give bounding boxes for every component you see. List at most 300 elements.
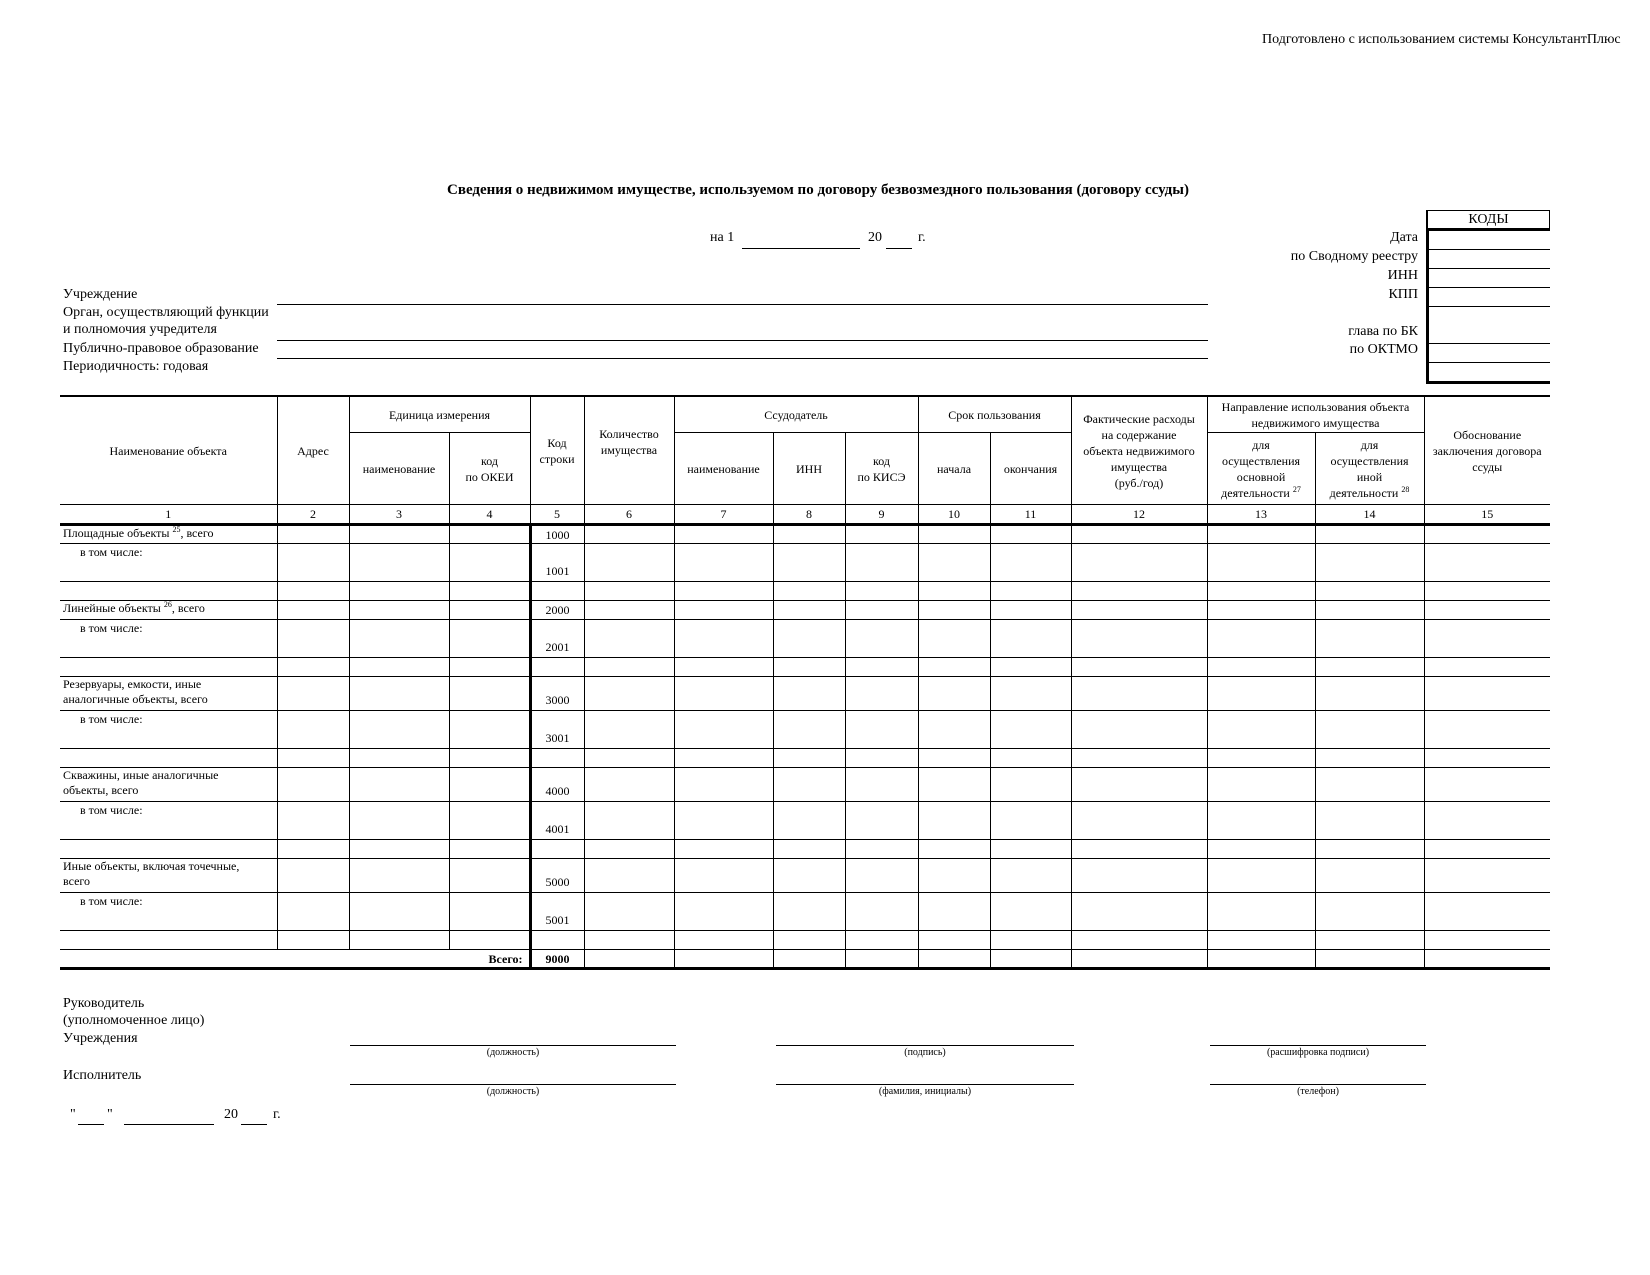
cell[interactable]: [449, 711, 530, 749]
cell[interactable]: [845, 582, 918, 601]
cell[interactable]: [449, 620, 530, 658]
cell[interactable]: [990, 950, 1071, 969]
head-position-line[interactable]: [350, 1045, 676, 1046]
code-inn-cell[interactable]: [1429, 269, 1550, 288]
code-registry-cell[interactable]: [1429, 250, 1550, 269]
cell[interactable]: [773, 931, 845, 950]
cell[interactable]: [449, 658, 530, 677]
row-linear-label: Линейные объекты $^{26}$, всего: [60, 601, 277, 620]
code-label-oktmo: по ОКТМО: [1349, 342, 1418, 357]
table-row: [60, 859, 1550, 893]
cell[interactable]: [773, 768, 845, 802]
cell[interactable]: [60, 749, 277, 768]
table-row: [60, 525, 1550, 544]
cell[interactable]: [449, 859, 530, 893]
cell[interactable]: [773, 620, 845, 658]
cell[interactable]: [1424, 749, 1550, 768]
cell[interactable]: [449, 677, 530, 711]
header-name: Наименование объекта: [60, 397, 277, 505]
cell[interactable]: [845, 544, 918, 582]
cell[interactable]: [1071, 525, 1207, 544]
header-term-start: начала: [918, 433, 990, 505]
date-day-month-line[interactable]: [742, 248, 860, 249]
cell[interactable]: [584, 601, 674, 620]
cell[interactable]: [584, 931, 674, 950]
table-row: [60, 620, 1550, 658]
header-unit-code: код по ОКЕИ: [449, 433, 530, 505]
cell[interactable]: [1424, 658, 1550, 677]
row-area-sub: в том числе:: [60, 544, 277, 582]
row-area-code: 1000: [530, 525, 584, 544]
cell[interactable]: [773, 582, 845, 601]
header-term: Срок пользования: [918, 397, 1071, 433]
row-tanks-sub: в том числе:: [60, 711, 277, 749]
cell[interactable]: [1315, 749, 1424, 768]
public-entity-label: Публично-правовое образование: [63, 341, 259, 356]
cell[interactable]: [918, 749, 990, 768]
cell[interactable]: [845, 749, 918, 768]
cell[interactable]: [1207, 711, 1315, 749]
cell[interactable]: [277, 840, 349, 859]
cell[interactable]: [674, 620, 773, 658]
cell[interactable]: [1424, 544, 1550, 582]
cell[interactable]: [1424, 582, 1550, 601]
head-position-caption: (должность): [486, 1047, 540, 1058]
cell[interactable]: [918, 711, 990, 749]
table-row: [60, 601, 1550, 620]
cell[interactable]: [449, 768, 530, 802]
cell[interactable]: [584, 768, 674, 802]
cell[interactable]: [277, 893, 349, 931]
cell[interactable]: [1207, 620, 1315, 658]
cell[interactable]: [845, 859, 918, 893]
cell[interactable]: [674, 544, 773, 582]
head-label-2: (уполномоченное лицо): [63, 1013, 205, 1028]
header-direction: Направление использования объекта недвижимого имущества: [1207, 397, 1424, 433]
cell[interactable]: [990, 582, 1071, 601]
cell[interactable]: [1207, 601, 1315, 620]
cell[interactable]: [1071, 893, 1207, 931]
header-row-code: Код строки: [530, 397, 584, 505]
cell[interactable]: [1315, 658, 1424, 677]
cell[interactable]: [990, 931, 1071, 950]
cell[interactable]: [1315, 802, 1424, 840]
cell[interactable]: [990, 544, 1071, 582]
cell[interactable]: [277, 768, 349, 802]
cell[interactable]: [349, 582, 449, 601]
cell[interactable]: [584, 802, 674, 840]
cell[interactable]: [845, 950, 918, 969]
row-area-sub-code: 1001: [530, 544, 584, 582]
cell[interactable]: [918, 802, 990, 840]
row-tanks-label: Резервуары, емкости, иные аналогичные объекты, всего: [60, 677, 277, 711]
row-other-label: Иные объекты, включая точечные, всего: [60, 859, 277, 893]
cell[interactable]: [1315, 931, 1424, 950]
cell[interactable]: [674, 677, 773, 711]
head-decoding-line[interactable]: [1210, 1045, 1426, 1046]
sign-date-year-line[interactable]: [241, 1124, 267, 1125]
cell[interactable]: [349, 620, 449, 658]
cell[interactable]: [918, 893, 990, 931]
cell[interactable]: [990, 620, 1071, 658]
institution-line[interactable]: [277, 304, 1208, 305]
cell[interactable]: [584, 950, 674, 969]
cell[interactable]: [584, 658, 674, 677]
code-bk-cell[interactable]: [1429, 344, 1550, 363]
executor-fio-line[interactable]: [776, 1084, 1074, 1085]
cell[interactable]: [1207, 749, 1315, 768]
cell[interactable]: [674, 802, 773, 840]
code-label-inn: ИНН: [1387, 268, 1418, 283]
cell[interactable]: [773, 859, 845, 893]
cell[interactable]: [1207, 802, 1315, 840]
cell[interactable]: [674, 749, 773, 768]
cell[interactable]: [990, 768, 1071, 802]
cell[interactable]: [773, 950, 845, 969]
cell[interactable]: [584, 893, 674, 931]
cell[interactable]: [449, 525, 530, 544]
cell[interactable]: [1071, 840, 1207, 859]
public-entity-line[interactable]: [277, 358, 1208, 359]
col-num: 5: [530, 505, 584, 525]
cell[interactable]: [918, 582, 990, 601]
cell[interactable]: [845, 711, 918, 749]
periodicity-label: Периодичность: годовая: [63, 359, 209, 374]
table-row: [60, 582, 1550, 601]
cell[interactable]: [584, 620, 674, 658]
founder-label-1: Орган, осуществляющий функции: [63, 305, 269, 320]
cell[interactable]: [1315, 893, 1424, 931]
code-empty-cell[interactable]: [1429, 307, 1550, 344]
cell[interactable]: [990, 525, 1071, 544]
cell[interactable]: [674, 582, 773, 601]
header-lender-kise: код по КИСЭ: [845, 433, 918, 505]
cell[interactable]: [674, 840, 773, 859]
cell[interactable]: [773, 658, 845, 677]
cell[interactable]: [674, 950, 773, 969]
row-wells-sub: в том числе:: [60, 802, 277, 840]
cell[interactable]: [449, 544, 530, 582]
cell[interactable]: [918, 544, 990, 582]
cell[interactable]: [674, 711, 773, 749]
row-linear-code: 2000: [530, 601, 584, 620]
cell[interactable]: [918, 768, 990, 802]
header-main-activity: для осуществления основной деятельности $^{27}$: [1207, 433, 1315, 505]
row-area-label: Площадные объекты $^{25}$, всего: [60, 525, 277, 544]
cell[interactable]: [449, 582, 530, 601]
cell[interactable]: [60, 931, 277, 950]
cell[interactable]: [918, 931, 990, 950]
row-wells-label: Скважины, иные аналогичные объекты, всего: [60, 768, 277, 802]
cell[interactable]: [918, 840, 990, 859]
cell[interactable]: [1424, 601, 1550, 620]
cell[interactable]: [349, 859, 449, 893]
cell[interactable]: [1207, 768, 1315, 802]
code-kpp-cell[interactable]: [1429, 288, 1550, 307]
cell[interactable]: [277, 582, 349, 601]
header-quantity: Количество имущества: [584, 397, 674, 505]
cell[interactable]: [277, 544, 349, 582]
row-wells-code: 4000: [530, 768, 584, 802]
cell[interactable]: [773, 711, 845, 749]
cell[interactable]: [1315, 711, 1424, 749]
cell[interactable]: [530, 840, 584, 859]
col-num: 4: [449, 505, 530, 525]
cell[interactable]: [449, 931, 530, 950]
cell[interactable]: [773, 893, 845, 931]
cell[interactable]: [584, 677, 674, 711]
code-label-date: Дата: [1390, 230, 1418, 245]
cell[interactable]: [674, 931, 773, 950]
cell[interactable]: [845, 601, 918, 620]
cell[interactable]: [449, 749, 530, 768]
cell[interactable]: [349, 931, 449, 950]
founder-line[interactable]: [277, 340, 1208, 341]
cell[interactable]: [349, 802, 449, 840]
cell[interactable]: [845, 620, 918, 658]
cell[interactable]: [277, 601, 349, 620]
cell[interactable]: [1207, 893, 1315, 931]
col-num: 6: [584, 505, 674, 525]
cell[interactable]: [990, 601, 1071, 620]
cell[interactable]: [990, 677, 1071, 711]
cell[interactable]: [1071, 601, 1207, 620]
col-num: 9: [845, 505, 918, 525]
cell[interactable]: [530, 931, 584, 950]
cell[interactable]: [845, 840, 918, 859]
cell[interactable]: [845, 677, 918, 711]
cell[interactable]: [674, 859, 773, 893]
cell[interactable]: [1071, 802, 1207, 840]
cell[interactable]: [1071, 677, 1207, 711]
cell[interactable]: [773, 802, 845, 840]
cell[interactable]: [60, 582, 277, 601]
cell[interactable]: [674, 658, 773, 677]
cell[interactable]: [918, 601, 990, 620]
cell[interactable]: [584, 859, 674, 893]
cell[interactable]: [530, 749, 584, 768]
table-row: [60, 840, 1550, 859]
sign-date-suffix: г.: [273, 1107, 281, 1122]
cell[interactable]: [1424, 840, 1550, 859]
table-row: [60, 544, 1550, 582]
cell[interactable]: [845, 658, 918, 677]
cell[interactable]: [349, 768, 449, 802]
cell[interactable]: [1424, 711, 1550, 749]
cell[interactable]: [990, 802, 1071, 840]
cell[interactable]: [277, 620, 349, 658]
executor-label: Исполнитель: [63, 1068, 142, 1083]
sign-date-month-line[interactable]: [124, 1124, 214, 1125]
executor-position-line[interactable]: [350, 1084, 676, 1085]
table-row-total: [60, 950, 1550, 969]
table-row: [60, 749, 1550, 768]
row-wells-sub-code: 4001: [530, 802, 584, 840]
cell[interactable]: [990, 749, 1071, 768]
cell[interactable]: [1071, 544, 1207, 582]
cell[interactable]: [1315, 601, 1424, 620]
cell[interactable]: [584, 525, 674, 544]
cell[interactable]: [1315, 544, 1424, 582]
header-unit-name: наименование: [349, 433, 449, 505]
cell[interactable]: [584, 582, 674, 601]
cell[interactable]: [1207, 950, 1315, 969]
table-row: [60, 711, 1550, 749]
cell[interactable]: [1071, 931, 1207, 950]
cell[interactable]: [277, 802, 349, 840]
cell[interactable]: [349, 711, 449, 749]
col-num: 12: [1071, 505, 1207, 525]
col-num: 11: [990, 505, 1071, 525]
cell[interactable]: [1071, 711, 1207, 749]
code-oktmo-cell[interactable]: [1429, 363, 1550, 381]
date-year-prefix: 20: [868, 230, 882, 245]
cell[interactable]: [277, 859, 349, 893]
cell[interactable]: [773, 677, 845, 711]
cell[interactable]: [60, 658, 277, 677]
col-num: 8: [773, 505, 845, 525]
cell[interactable]: [1207, 544, 1315, 582]
cell[interactable]: [674, 768, 773, 802]
cell[interactable]: [1207, 931, 1315, 950]
cell[interactable]: [584, 544, 674, 582]
cell[interactable]: [845, 931, 918, 950]
cell[interactable]: [1315, 950, 1424, 969]
header-expenses: Фактические расходы на содержание объекта недвижимого имущества (руб./год): [1071, 397, 1207, 505]
cell[interactable]: [449, 893, 530, 931]
table-row: [60, 677, 1550, 711]
cell[interactable]: [773, 601, 845, 620]
cell[interactable]: [1424, 802, 1550, 840]
cell[interactable]: [674, 601, 773, 620]
cell[interactable]: [1424, 768, 1550, 802]
cell[interactable]: [773, 840, 845, 859]
cell[interactable]: [349, 525, 449, 544]
cell[interactable]: [584, 711, 674, 749]
col-num: 10: [918, 505, 990, 525]
column-numbers-row: [60, 505, 1550, 525]
cell[interactable]: [1207, 840, 1315, 859]
cell[interactable]: [1207, 677, 1315, 711]
header-lender-inn: ИНН: [773, 433, 845, 505]
cell[interactable]: [1424, 931, 1550, 950]
cell[interactable]: [349, 840, 449, 859]
head-signature-line[interactable]: [776, 1045, 1074, 1046]
executor-phone-line[interactable]: [1210, 1084, 1426, 1085]
cell[interactable]: [1207, 859, 1315, 893]
cell[interactable]: [449, 840, 530, 859]
cell[interactable]: [349, 658, 449, 677]
date-year-line[interactable]: [886, 248, 912, 249]
header-lender: Ссудодатель: [674, 397, 918, 433]
cell[interactable]: [1315, 582, 1424, 601]
cell[interactable]: [1315, 768, 1424, 802]
cell[interactable]: [584, 749, 674, 768]
cell[interactable]: [1424, 859, 1550, 893]
cell[interactable]: [1315, 620, 1424, 658]
cell[interactable]: [449, 601, 530, 620]
cell[interactable]: [918, 658, 990, 677]
cell[interactable]: [918, 620, 990, 658]
cell[interactable]: [1071, 658, 1207, 677]
sign-date-day-line[interactable]: [78, 1124, 104, 1125]
cell[interactable]: [845, 768, 918, 802]
code-date-cell[interactable]: [1429, 231, 1550, 250]
cell[interactable]: [990, 893, 1071, 931]
cell[interactable]: [530, 582, 584, 601]
cell[interactable]: [1424, 893, 1550, 931]
cell[interactable]: [277, 931, 349, 950]
cell[interactable]: [990, 711, 1071, 749]
cell[interactable]: [990, 859, 1071, 893]
cell[interactable]: [449, 802, 530, 840]
cell[interactable]: [1207, 582, 1315, 601]
cell[interactable]: [1315, 859, 1424, 893]
cell[interactable]: [1071, 859, 1207, 893]
cell[interactable]: [918, 950, 990, 969]
cell[interactable]: [277, 749, 349, 768]
cell[interactable]: [349, 544, 449, 582]
cell[interactable]: [277, 677, 349, 711]
col-num: 13: [1207, 505, 1315, 525]
cell[interactable]: [674, 893, 773, 931]
cell[interactable]: [845, 893, 918, 931]
cell[interactable]: [1424, 677, 1550, 711]
col-num: 14: [1315, 505, 1424, 525]
cell[interactable]: [349, 677, 449, 711]
cell[interactable]: [277, 525, 349, 544]
cell[interactable]: [845, 802, 918, 840]
cell[interactable]: [1315, 525, 1424, 544]
cell[interactable]: [349, 601, 449, 620]
cell[interactable]: [990, 840, 1071, 859]
cell[interactable]: [584, 840, 674, 859]
cell[interactable]: [845, 525, 918, 544]
col-num: 3: [349, 505, 449, 525]
cell[interactable]: [674, 525, 773, 544]
cell[interactable]: [1071, 749, 1207, 768]
cell[interactable]: [773, 749, 845, 768]
cell[interactable]: [1315, 677, 1424, 711]
row-linear-sub-code: 2001: [530, 620, 584, 658]
cell[interactable]: [1071, 582, 1207, 601]
cell[interactable]: [1424, 525, 1550, 544]
row-other-sub: в том числе:: [60, 893, 277, 931]
cell[interactable]: [349, 893, 449, 931]
cell[interactable]: [918, 677, 990, 711]
cell[interactable]: [1424, 950, 1550, 969]
cell[interactable]: [349, 749, 449, 768]
cell[interactable]: [1071, 950, 1207, 969]
cell[interactable]: [918, 859, 990, 893]
cell[interactable]: [773, 525, 845, 544]
table-row: [60, 768, 1550, 802]
cell[interactable]: [1207, 525, 1315, 544]
row-tanks-code: 3000: [530, 677, 584, 711]
cell[interactable]: [1424, 620, 1550, 658]
cell[interactable]: [990, 658, 1071, 677]
cell[interactable]: [918, 525, 990, 544]
cell[interactable]: [277, 711, 349, 749]
cell[interactable]: [1071, 768, 1207, 802]
cell[interactable]: [773, 544, 845, 582]
cell[interactable]: [1207, 658, 1315, 677]
cell[interactable]: [1071, 620, 1207, 658]
cell[interactable]: [530, 658, 584, 677]
cell[interactable]: [277, 658, 349, 677]
cell[interactable]: [60, 840, 277, 859]
cell[interactable]: [1315, 840, 1424, 859]
